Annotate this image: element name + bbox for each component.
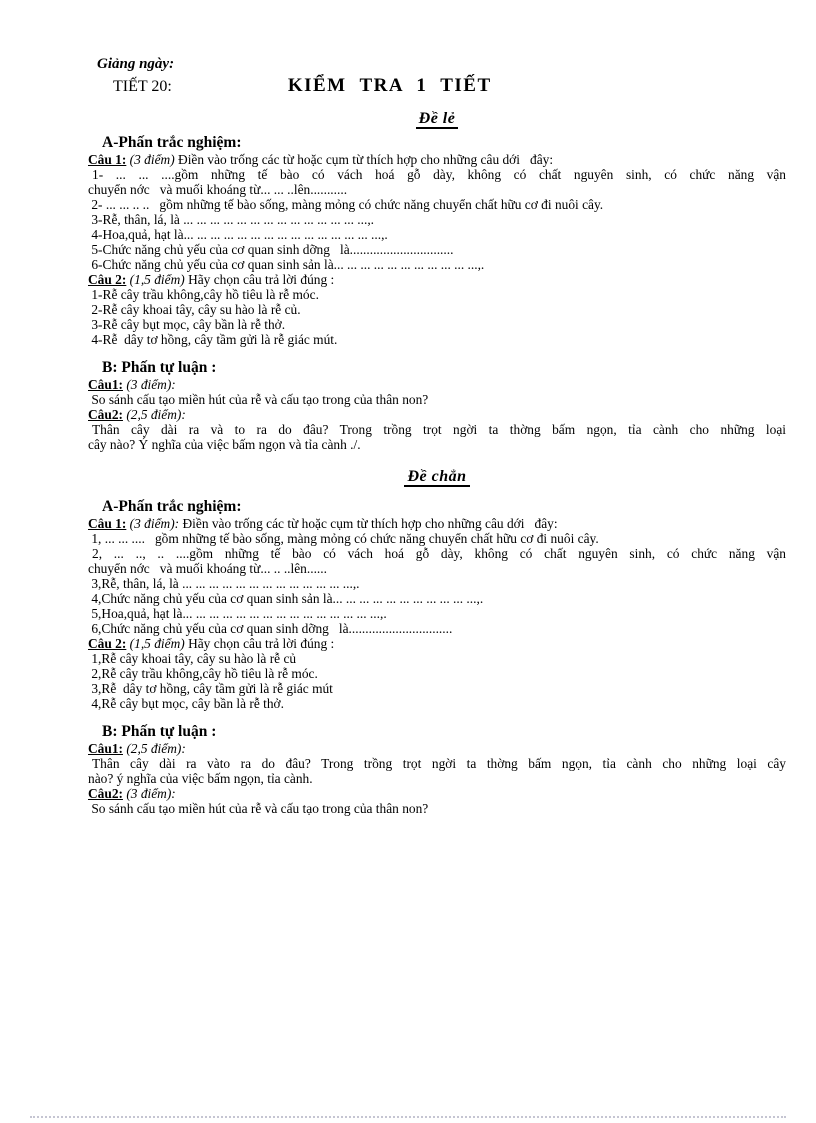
fill-in-line: 6-Chức năng chủ yếu của cơ quan sinh sản là... ... ... ... ... ... ... ... ... ... ...,. bbox=[88, 257, 485, 272]
question-label: Câu1: bbox=[88, 377, 123, 392]
exam-title: KIỂM TRA 1 TIẾT bbox=[287, 75, 492, 96]
teaching-date-label: Giảng ngày: bbox=[97, 56, 175, 72]
answer-option: 2,Rễ cây trầu không,cây hồ tiêu là rễ móc. bbox=[88, 666, 318, 681]
question-label: Câu1: bbox=[88, 741, 123, 756]
question-text: Điền vào trống các từ hoặc cụm từ thích hợp cho những câu dới đây: bbox=[179, 516, 558, 531]
question-label: Câu 1: bbox=[88, 152, 127, 167]
essay-line: cây nào? Ý nghĩa của việc bấm ngọn và tỉa cành ./. bbox=[88, 437, 361, 452]
answer-option: 2-Rễ cây khoai tây, cây su hào là rễ củ. bbox=[88, 302, 301, 317]
question-label: Câu 2: bbox=[88, 636, 127, 651]
answer-option: 4-Rễ dây tơ hồng, cây tầm gửi là rễ giác mút. bbox=[88, 332, 338, 347]
question-score: (2,5 điểm): bbox=[122, 407, 186, 422]
fill-in-line: 3-Rễ, thân, lá, là ... ... ... ... ... ... ... ... ... ... ... ... ... ...,. bbox=[88, 212, 375, 227]
question-2-header bbox=[88, 272, 786, 287]
fill-in-line: chuyển nớc và muối khoáng từ... .. ..lên...... bbox=[88, 561, 327, 576]
question-score: (1,5 điểm) bbox=[126, 272, 185, 287]
header-line bbox=[88, 75, 786, 98]
essay-question-1-header bbox=[88, 741, 786, 756]
variant-even-title: Đề chẳn bbox=[404, 468, 469, 487]
question-label: Câu 2: bbox=[88, 272, 127, 287]
variant-odd-title-row bbox=[88, 110, 786, 128]
section-b-heading: B: Phấn tự luận : bbox=[102, 359, 217, 376]
fill-in-line: 1- ... ... ....gồm những tế bào có vách hoá gỗ dày, không có chất nguyên sinh, có chức năng vận bbox=[92, 167, 786, 182]
question-1-header bbox=[88, 152, 786, 167]
question-score: (1,5 điểm) bbox=[126, 636, 185, 651]
question-label: Câu 1: bbox=[88, 516, 127, 531]
question-label: Câu2: bbox=[88, 786, 123, 801]
lesson-number-label: TIẾT 20: bbox=[113, 78, 172, 95]
section-a-heading: A-Phấn trắc nghiệm: bbox=[102, 498, 242, 515]
essay-line: Thân cây dài ra và to ra do đâu? Trong trồng trọt ngời ta thờng bấm ngọn, tỉa cành cho những loại bbox=[92, 422, 786, 437]
answer-option: 1-Rễ cây trầu không,cây hồ tiêu là rễ móc. bbox=[88, 287, 319, 302]
fill-in-line: 4,Chức năng chủ yếu của cơ quan sinh sản là... ... ... ... ... ... ... ... ... ... ...,. bbox=[88, 591, 484, 606]
question-label: Câu2: bbox=[88, 407, 123, 422]
question-text: Hãy chọn câu trả lời đúng : bbox=[184, 636, 335, 651]
answer-option: 3-Rễ cây bụt mọc, cây bần là rễ thở. bbox=[88, 317, 286, 332]
fill-in-line: 6,Chức năng chủ yếu của cơ quan sinh dỡng là............................... bbox=[88, 621, 453, 636]
question-2-header bbox=[88, 636, 786, 651]
fill-in-line: chuyển nớc và muối khoáng từ... ... ..lên........... bbox=[88, 182, 348, 197]
essay-line: So sánh cấu tạo miền hút của rễ và cấu tạo trong của thân non? bbox=[88, 801, 429, 816]
question-score: (2,5 điểm): bbox=[122, 741, 186, 756]
fill-in-line: 4-Hoa,quả, hạt là... ... ... ... ... ... ... ... ... ... ... ... ... ... ...,. bbox=[88, 227, 388, 242]
question-text: Điền vào trống các từ hoặc cụm từ thích hợp cho những câu dới đây: bbox=[174, 152, 554, 167]
question-1-header bbox=[88, 516, 786, 531]
essay-question-2-header bbox=[88, 407, 786, 422]
essay-question-2-header bbox=[88, 786, 786, 801]
fill-in-line: 2, ... .., .. ....gồm những tế bào có vách hoá gỗ dày, không có chất nguyên sinh, có chức năng vận bbox=[92, 546, 786, 561]
section-a-heading: A-Phấn trắc nghiệm: bbox=[102, 134, 242, 151]
section-b-heading: B: Phấn tự luận : bbox=[102, 723, 217, 740]
essay-line: Thân cây dài ra vàto ra do đâu? Trong trồng trọt ngời ta thờng bấm ngọn, tỉa cành cho những loại cây bbox=[92, 756, 786, 771]
essay-line: So sánh cấu tạo miền hút của rễ và cấu tạo trong của thân non? bbox=[88, 392, 429, 407]
variant-odd-title: Đề lẻ bbox=[416, 110, 459, 129]
question-score: (3 điểm): bbox=[122, 377, 176, 392]
essay-line: nào? ý nghĩa của việc bấm ngọn, tỉa cành. bbox=[88, 771, 313, 786]
fill-in-line: 5-Chức năng chủ yếu của cơ quan sinh dỡng là............................... bbox=[88, 242, 454, 257]
fill-in-line: 2- ... ... .. .. gồm những tế bào sống, màng mỏng có chức năng chuyển chất hữu cơ đi nuôi cây. bbox=[88, 197, 604, 212]
question-text: Hãy chọn câu trả lời đúng : bbox=[184, 272, 335, 287]
question-score: (3 điểm): bbox=[122, 786, 176, 801]
fill-in-line: 5,Hoa,quả, hạt là... ... ... ... ... ... ... ... ... ... ... ... ... ... ...,. bbox=[88, 606, 387, 621]
question-score: (3 điểm) bbox=[126, 152, 175, 167]
answer-option: 1,Rễ cây khoai tây, cây su hào là rễ củ bbox=[88, 651, 297, 666]
answer-option: 3,Rễ dây tơ hồng, cây tầm gửi là rễ giác mút bbox=[88, 681, 333, 696]
essay-question-1-header bbox=[88, 377, 786, 392]
fill-in-line: 3,Rễ, thân, lá, là ... ... ... ... ... ... ... ... ... ... ... ... ...,. bbox=[88, 576, 360, 591]
answer-option: 4,Rễ cây bụt mọc, cây bần là rễ thở. bbox=[88, 696, 284, 711]
page-bottom-dotted-line bbox=[30, 1116, 786, 1118]
question-score: (3 điểm): bbox=[126, 516, 180, 531]
fill-in-line: 1, ... ... .... gồm những tế bào sống, màng mỏng có chức năng chuyển chất hữu cơ đi nuôi cây. bbox=[88, 531, 599, 546]
variant-even-title-row bbox=[88, 468, 786, 486]
